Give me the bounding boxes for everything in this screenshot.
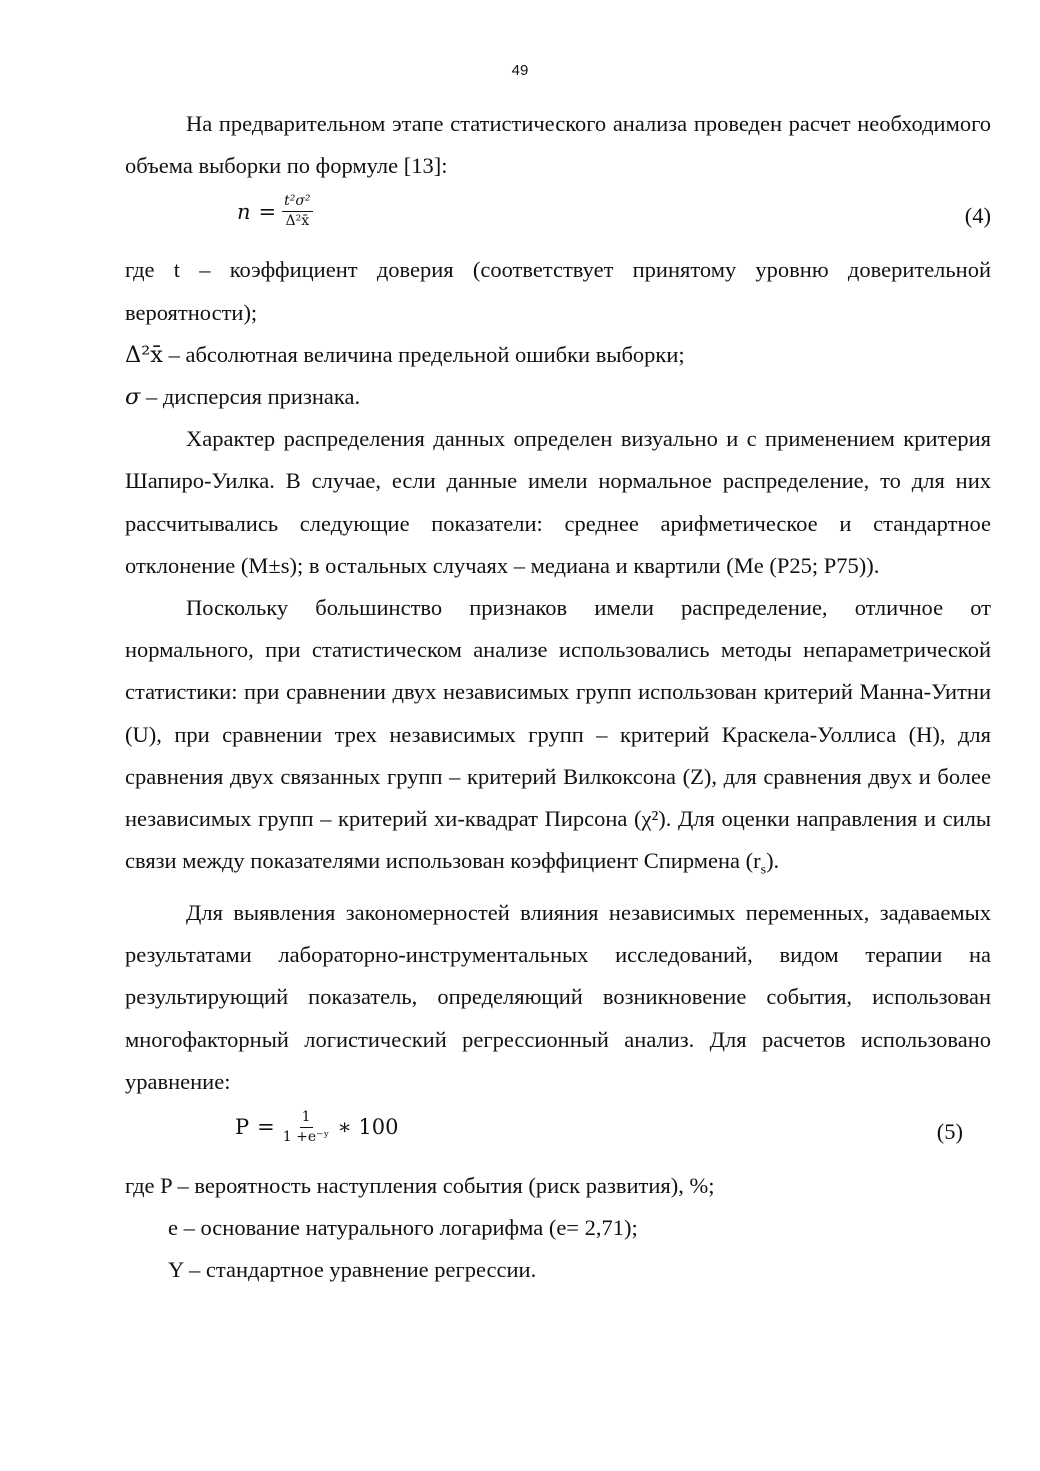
definition-e: e – основание натурального логарифма (e= 2,71);: [168, 1215, 638, 1241]
formula-5-tail: ∗ 100: [337, 1115, 399, 1140]
sigma-symbol: σ: [125, 384, 141, 411]
formula-4-fraction: [282, 193, 312, 230]
definition-sigma-text: – дисперсия признака.: [140, 384, 361, 410]
definition-y: Y – стандартное уравнение регрессии.: [168, 1257, 537, 1283]
paragraph-nonparametric: [125, 587, 991, 892]
spearman-subscript: s: [760, 862, 767, 878]
formula-4-numerator: t²σ²: [282, 193, 312, 212]
definition-t: где t – коэффициент доверия (соответствует принятому уровню доверительной вероятности);: [125, 257, 991, 325]
formula-5-lhs: P: [235, 1115, 250, 1140]
formula-5: [125, 1103, 991, 1165]
paragraph-regression: Для выявления закономерностей влияния независимых переменных, задаваемых результатами лабораторно-инструментальных исследований, видом терапии на результирующий показатель, определяющий возникновение события, использован многофакторный логистический регрессионный анализ. Для расчетов использовано уравнение:: [125, 899, 991, 1094]
page-body: [125, 103, 991, 1292]
formula-4-label: (4): [964, 203, 991, 229]
formula-4-eq: =: [258, 199, 277, 224]
definition-delta: [125, 334, 991, 376]
definition-sigma: [125, 376, 991, 418]
paragraph-distribution: Характер распределения данных определен визуально и с применением критерия Шапиро-Уилка. В случае, если данные имели нормальное распределение, то для них рассчитывались следующие показатели: среднее арифметическое и стандартное отклонение (M±s); в остальных случаях – медиана и квартили (Me (P25; P75)).: [125, 426, 991, 578]
formula-5-expression: [235, 1109, 398, 1146]
paragraph-nonparametric-end: ).: [766, 848, 780, 874]
formula-4-expression: [237, 193, 319, 230]
paragraph-sample-size: На предварительном этапе статистического анализа проведен расчет необходимого объема выборки по формуле [13]:: [125, 111, 991, 179]
formula-5-denominator: 1 +e⁻ʸ: [282, 1128, 330, 1145]
formula-5-label: (5): [936, 1118, 963, 1144]
definition-delta-text: – абсолютная величина предельной ошибки выборки;: [162, 341, 685, 367]
paragraph-nonparametric-text: Поскольку большинство признаков имели распределение, отличное от нормального, при статистическом анализе использовались методы непараметрической статистики: при сравнении двух независимых групп использован критерий Манна-Уитни (U), при сравнении трех независимых групп – критерий Краскела-Уоллиса (H), для сравнения двух связанных групп – критерий Вилкоксона (Z), для сравнения двух и более независимых групп – критерий хи-квадрат Пирсона (χ²). Для оценки направления и силы связи между показателями использован коэффициент Спирмена (r: [125, 595, 991, 874]
formula-4-denominator: Δ²x̄: [285, 213, 310, 230]
formula-5-eq: =: [257, 1115, 275, 1140]
delta-symbol: Δ²x̄: [125, 341, 163, 368]
formula-4: [125, 187, 991, 249]
formula-4-lhs: n: [237, 199, 251, 224]
formula-5-numerator: 1: [300, 1109, 313, 1128]
definition-p: где P – вероятность наступления события (риск развития), %;: [125, 1172, 715, 1198]
page-number: 49: [511, 62, 529, 79]
formula-5-fraction: [281, 1109, 332, 1146]
